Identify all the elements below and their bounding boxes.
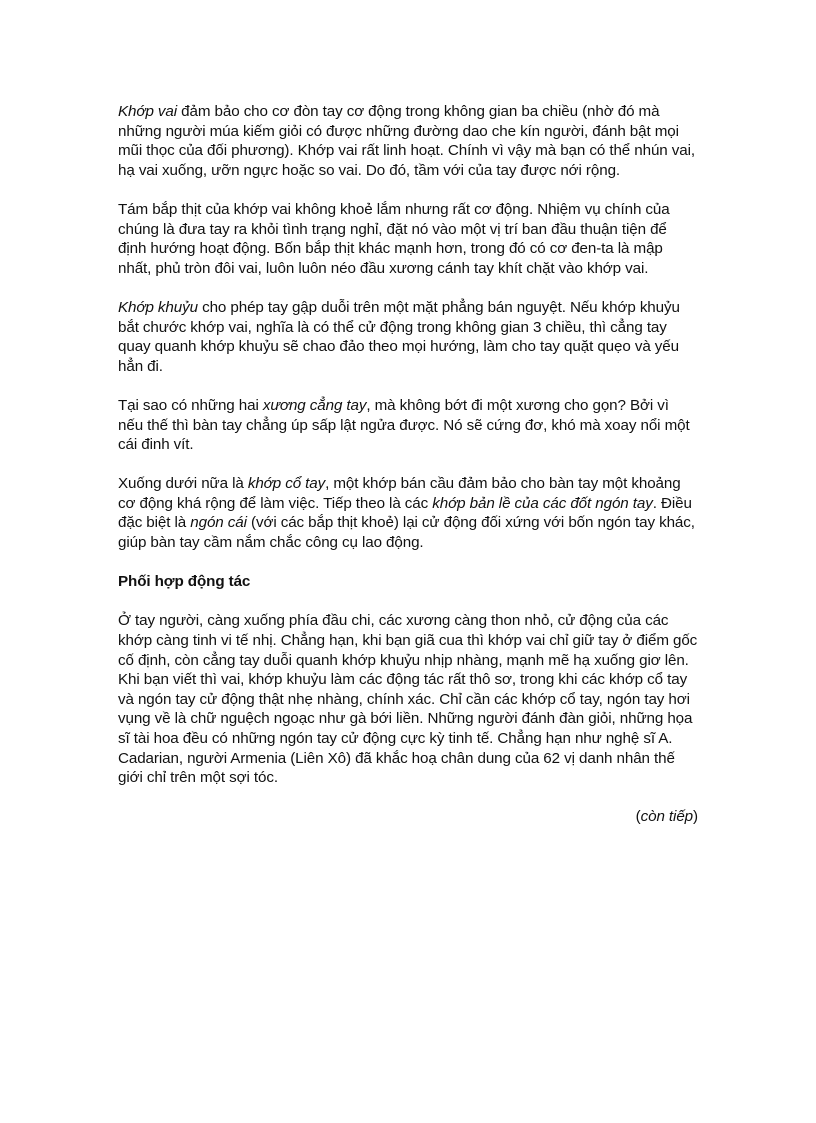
paragraph-text: đảm bảo cho cơ đòn tay cơ động trong không gian ba chiều (nhờ đó mà những người múa kiếm giỏi có được những đường dao che kín người, đánh bật mọi mũi thọc của đối phương). Khớp vai rất linh hoạt. Chính vì vậy mà bạn có thể nhún vai, hạ vai xuống, ưỡn ngực hoặc so vai. Do đó, tầm với của tay được nới rộng. (118, 103, 696, 179)
term-khop-khuyu: Khớp khuỷu (118, 298, 198, 316)
paragraph-text: Ở tay người, càng xuống phía đầu chi, các xương càng thon nhỏ, cử động của các khớp càng tinh vi tế nhị. Chẳng hạn, khi bạn giã cua thì khớp vai chỉ giữ tay ở điểm gốc cố định, còn cẳng tay duỗi quanh khớp khuỷu nhịp nhàng, mạnh mẽ hạ xuống giơ lên. Khi bạn viết thì vai, khớp khuỷu làm các động tác rất thô sơ, trong khi các khớp cổ tay và ngón tay cử động thật nhẹ nhàng, chính xác. Chỉ cần các khớp cổ tay, ngón tay hơi vụng về là chữ nguệch ngoạc như gà bới liền. Những người đánh đàn giỏi, những họa sĩ tài hoa đều có những ngón tay cử động cực kỳ tinh tế. Chẳng hạn như nghệ sĩ A. Cadarian, người Armenia (Liên Xô) đã khắc hoạ chân dung của 62 vị danh nhân thế giới chỉ trên một sợi tóc. (118, 612, 698, 787)
paragraph-forearm-bones (118, 396, 698, 455)
paragraph-text: , một khớp bán cầu đảm bảo cho bàn tay một khoảng cơ động khá rộng để làm việc. Tiếp theo là các (118, 475, 681, 512)
paragraph-text: Xuống dưới nữa là (118, 475, 248, 493)
paragraph-text: . Điều đặc biệt là (118, 494, 692, 532)
paragraph-wrist-joint (118, 474, 698, 552)
paragraph-text: , mà không bớt đi một xương cho gọn? Bởi vì nếu thế thì bàn tay chẳng úp sấp lật ngửa được. Nó sẽ cứng đơ, khó mà xoay nổi một cái đinh vít. (118, 396, 690, 454)
term-khop-vai: Khớp vai (118, 103, 178, 120)
term-khop-co-tay: khớp cổ tay (247, 475, 326, 493)
continued-text: còn tiếp (640, 808, 694, 826)
term-khop-ban-le: khớp bản lề của các đốt ngón tay (432, 494, 653, 512)
paragraph-text: Tại sao có những hai (118, 396, 263, 414)
section-heading: Phối hợp động tác (118, 573, 251, 591)
paragraph-text: Tám bắp thịt của khớp vai không khoẻ lắm nhưng rất cơ động. Nhiệm vụ chính của chúng là đưa tay ra khỏi tình trạng nghỉ, đặt nó vào một vị trí ban đầu thuận tiện để định hướng hoạt động. Bốn bắp thịt khác mạnh hơn, trong đó có cơ đen-ta là mập nhất, phủ tròn đôi vai, luôn luôn néo đầu xương cánh tay khít chặt vào khớp vai. (118, 200, 670, 277)
paragraph-shoulder-muscles (118, 200, 698, 278)
document-page (118, 102, 698, 827)
paragraph-text: (với các bắp thịt khoẻ) lại cử động đối xứng với bốn ngón tay khác, giúp bàn tay cầm nắm chắc công cụ lao động. (118, 514, 695, 552)
term-xuong-cang-tay: xương cẳng tay (262, 396, 367, 414)
continued-note: (còn tiếp) (635, 808, 698, 826)
term-ngon-cai: ngón cái (190, 514, 247, 532)
paragraph-coordination (118, 611, 698, 787)
paragraph-elbow-joint (118, 298, 698, 376)
paragraph-shoulder-joint (118, 102, 698, 180)
paragraph-text: cho phép tay gập duỗi trên một mặt phẳng bán nguyệt. Nếu khớp khuỷu bắt chước khớp vai, nghĩa là có thể cử động trong không gian 3 chiều, thì cẳng tay quay quanh khớp khuỷu sẽ chao đảo theo mọi hướng, làm cho tay quặt quẹo và yếu hẳn đi. (118, 298, 680, 375)
